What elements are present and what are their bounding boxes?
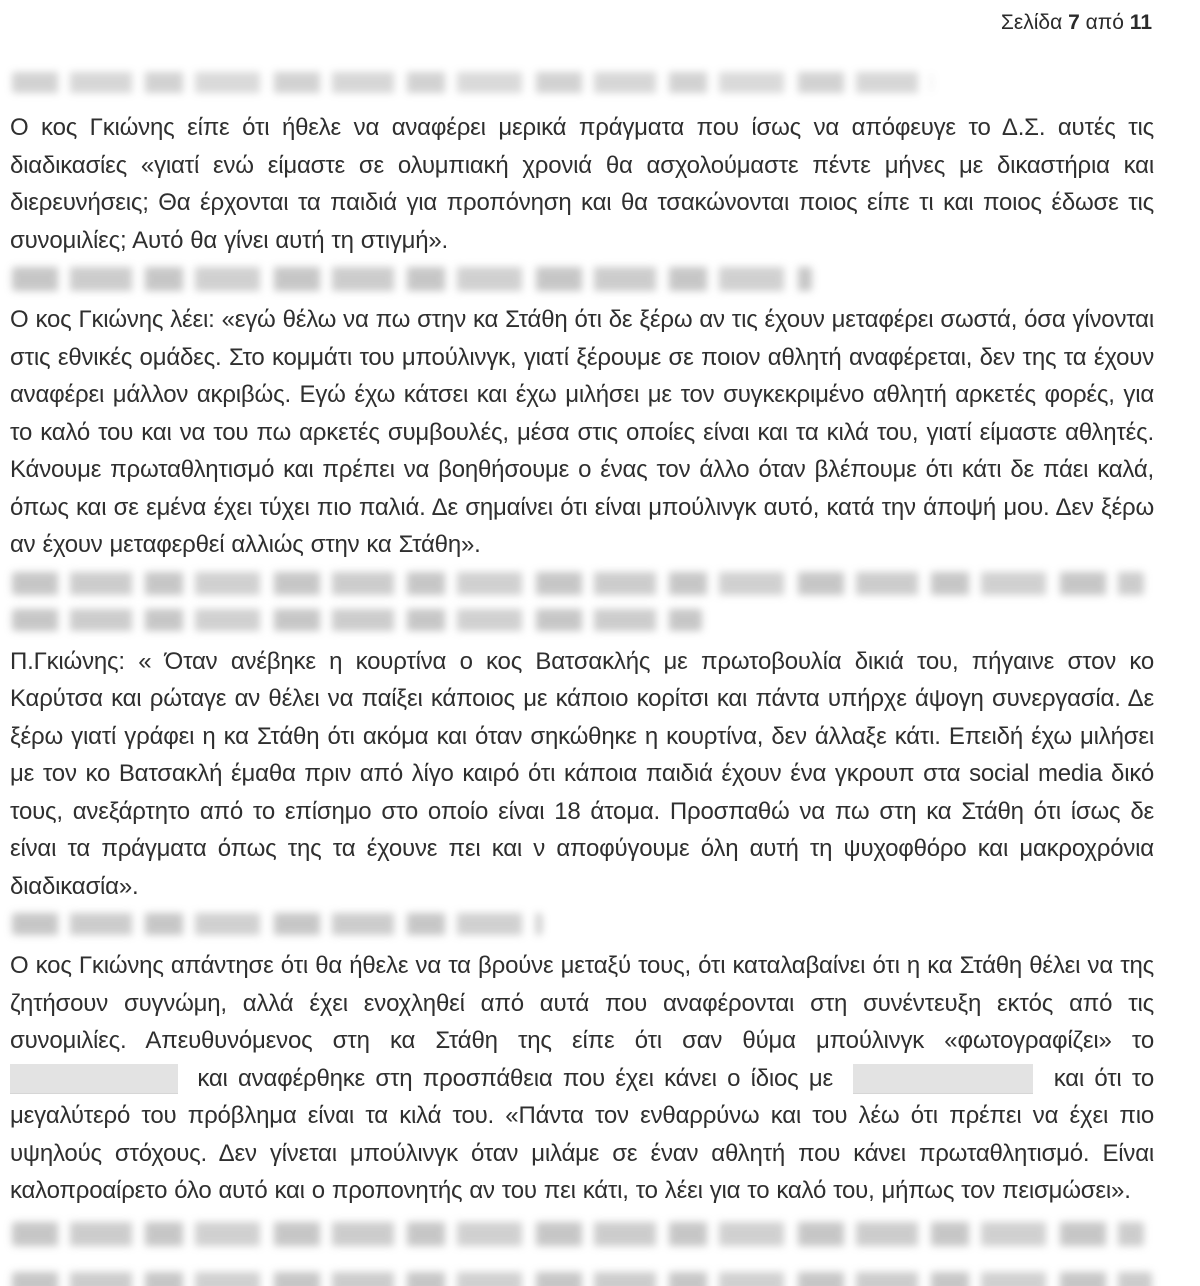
paragraph-text: Π.Γκιώνης: « Όταν ανέβηκε η κουρτίνα ο κος Βατσακλής με πρωτοβουλία δικιά του, πήγαινε στον κο Καρύτσα και ρώταγε αν θέλει να παίξει κάποιος με κάποιο κορίτσι και πάντα υπήρχε άψογη συνεργασία. Δε ξέρω γιατί γράφει η κα Στάθη ότι ακόμα και όταν σηκώθηκε η κουρτίνα, δεν άλλαξε κάτι. Επειδή έχω μιλήσει με τον κο Βατσακλή έμαθα πριν από λίγο καιρό ότι κάποια παιδιά έχουν ένα γκρουπ στα social media δικό τους, ανεξάρτητο από το επίσημο στο οποίο είναι 18 άτομα. Προσπαθώ να πω στη κα Στάθη ότι ίσως δε είναι τα πράγματα όπως της τα έχουνε πει και ν αποφύγουμε όλη αυτή τη ψυχοφθόρο και μακροχρόνια διαδικασία». [10,647,1154,900]
paragraph-text: και αναφέρθηκε στη προσπάθεια που έχει κάνει ο ίδιος με [197,1064,833,1092]
page-number-header [10,8,1154,38]
paragraph-text: Ο κος Γκιώνης λέει: «εγώ θέλω να πω στην κα Στάθη ότι δε ξέρω αν τις έχουν μεταφέρει σωστά, όσα γίνονται στις εθνικές ομάδες. Στο κομμάτι του μπούλινγκ, γιατί ξέρουμε σε ποιον αθλητή αναφέρεται, δεν της τα έχουν αναφέρει μάλλον ακριβώς. Εγώ έχω κάτσει και έχω μιλήσει με τον συγκεκριμένο αθλητή αρκετές φορές, για το καλό του και να του πω αρκετές συμβουλές, μέσα στις οποίες είναι και τα κιλά του, γιατί είμαστε αθλητές. Κάνουμε πρωταθλητισμό και πρέπει να βοηθήσουμε ο ένας τον άλλο όταν βλέπουμε ότι κάτι δε πάει καλά, όπως και σε εμένα έχει τύχει πιο παλιά. Δε σημαίνει ότι είναι μπούλινγκ αυτό, κατά την άποψή μου. Δεν ξέρω αν έχουν μεταφερθεί αλλιώς στην κα Στάθη». [10,306,1154,558]
paragraph [10,301,1154,564]
paragraph-text: Ο κος Γκιώνης είπε ότι ήθελε να αναφέρει μερικά πράγματα που ίσως να απόφευγε το Δ.Σ. αυτές τις διαδικασίες «γιατί ενώ είμαστε σε ολυμπιακή χρονιά θα ασχολούμαστε πέντε μήνες με δικαστήρια και διερευνήσεις; Θα έρχονται τα παιδιά για προπόνηση και θα τσακώνονται ποιος είπε τι και ποιος έδωσε τις συνομιλίες; Αυτό θα γίνει αυτή τη στιγμή». [10,114,1154,254]
redacted-inline-box [853,1064,1033,1094]
paragraph-text: Ο κος Γκιώνης απάντησε ότι θα ήθελε να τα βρούνε μεταξύ τους, ότι καταλαβαίνει ότι η κα Στάθη θέλει να της ζητήσουν συγνώμη, αλλά έχει ενοχληθεί από αυτά που αναφέρονται στη συνέντευξη εκτός από τις συνομιλίες. Απευθυνόμενος στη κα Στάθη της είπε ότι σαν θύμα μπούλινγκ «φωτογραφίζει» το [10,952,1154,1054]
paragraph-text: και ότι το μεγαλύτερό του πρόβλημα είναι τα κιλά του. «Πάντα τον ενθαρρύνω και του λέω ότι πρέπει να έχει πιο υψηλούς στόχους. Δεν γίνεται μπούλινγκ όταν μιλάμε σε έναν αθλητή που κάνει πρωταθλητισμό. Είναι καλοπροαίρετο όλο αυτό και ο προπονητής αν του πει κάτι, το λέει για το καλό του, μήπως τον πεισμώσει». [10,1064,1154,1204]
redacted-line [12,1272,1152,1286]
paragraph [10,947,1154,1210]
paragraph [10,109,1154,259]
redacted-line [12,72,932,93]
redacted-line [12,913,542,935]
of-label: από [1085,11,1124,34]
redacted-line [12,1222,1144,1246]
page-label: Σελίδα [1000,11,1063,34]
redacted-line [12,609,702,631]
redacted-line [12,267,812,291]
paragraph [10,643,1154,906]
redacted-line [12,572,1144,595]
redacted-inline-box [10,1064,178,1094]
page-number: 7 [1068,11,1080,34]
total-pages: 11 [1129,11,1152,34]
